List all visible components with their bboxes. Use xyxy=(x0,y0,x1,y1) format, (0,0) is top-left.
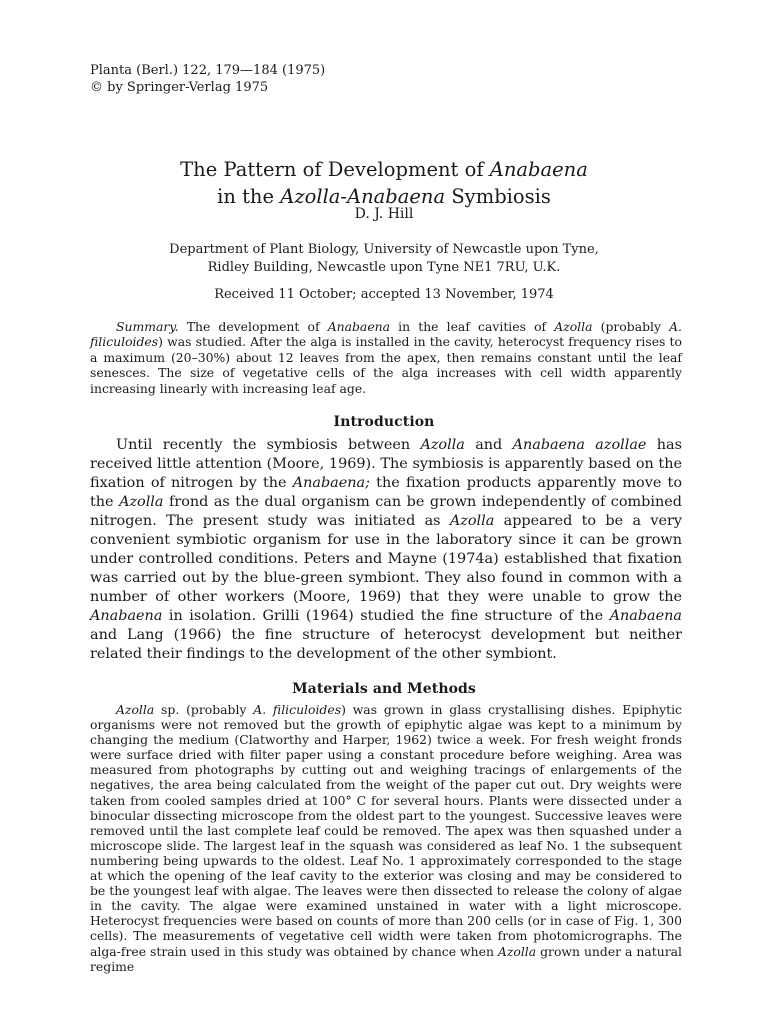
summary-paragraph xyxy=(90,319,682,396)
text-run: has received little attention (Moore, 1969). The symbiosis is apparently based on the fixation of nitrogen by the xyxy=(90,437,682,491)
italic-text-run: Anabaena azollae xyxy=(512,437,647,453)
text-run: ) was studied. After the alga is installed in the cavity, heterocyst frequency rises to a maximum (20–30%) about 12 leaves from the apex, then remains constant until the leaf senesces. The size of vegetative cells of the alga increases with cell width apparently increasing linearly with increasing leaf age. xyxy=(90,334,682,396)
italic-text-run: Anabaena; xyxy=(292,475,370,491)
introduction-paragraph xyxy=(90,436,682,664)
journal-citation: Planta (Berl.) 122, 179—184 (1975) xyxy=(90,63,326,78)
italic-text-run: Azolla xyxy=(119,494,164,510)
affiliation-line-1: Department of Plant Biology, University of Newcastle upon Tyne, xyxy=(169,242,599,257)
text-run: grown under a natural regime xyxy=(90,943,682,974)
text-run: and Lang (1966) the fine structure of heterocyst development but neither related their findings to the development of the other symbiont. xyxy=(90,627,682,662)
text-run: frond as the dual organism can be grown independently of combined nitrogen. The present study was initiated as xyxy=(90,494,682,529)
text-run: Until recently the symbiosis between xyxy=(116,437,421,453)
text-run: the fixation products apparently move to the xyxy=(90,475,682,510)
text-run: in the leaf cavities of xyxy=(390,319,555,334)
italic-text-run: Anabaena xyxy=(327,319,391,334)
journal-header xyxy=(90,62,325,96)
text-run: Symbiosis xyxy=(445,185,551,208)
text-run: (probably xyxy=(592,319,670,334)
title-line-1 xyxy=(0,156,768,183)
text-run: in isolation. Grilli (1964) studied the fine structure of the xyxy=(162,608,610,624)
methods-paragraph xyxy=(90,702,682,974)
italic-text-run: A. filiculoides xyxy=(90,319,682,350)
introduction-heading: Introduction xyxy=(333,414,435,430)
text-run: and xyxy=(464,437,513,453)
italic-text-run: Azolla xyxy=(497,943,537,959)
received-dates: Received 11 October; accepted 13 November, 1974 xyxy=(214,287,554,302)
italic-text-run: Azolla xyxy=(116,702,155,717)
italic-text-run: Anabaena xyxy=(489,158,588,181)
italic-text-run: Azolla-Anabaena xyxy=(280,185,446,208)
italic-text-run: Anabaena xyxy=(90,608,163,624)
text-run: sp. (probably xyxy=(154,702,254,717)
text-run: appeared to be a very convenient symbiotic organism for use in the laboratory since it can be grown under controlled conditions. Peters and Mayne (1974a) established that fixation was carried out by the blue-green symbiont. They also found in common with a number of other workers (Moore, 1969) that they were unable to grow the xyxy=(90,513,682,605)
author-affiliation xyxy=(0,241,768,277)
text-run: The development of xyxy=(178,319,328,334)
italic-text-run: Azolla xyxy=(420,437,465,453)
copyright-line: © by Springer-Verlag 1975 xyxy=(90,80,269,95)
italic-text-run: Anabaena xyxy=(609,608,682,624)
text-run: in the xyxy=(217,185,281,208)
italic-text-run: Azolla xyxy=(449,513,495,529)
italic-text-run: A. filiculoides xyxy=(253,702,342,717)
text-run: ) was grown in glass crystallising dishes. Epiphytic organisms were not removed but the growth of epiphytic algae was kept to a minimum by changing the medium (Clatworthy and Harper, 1962) twice a week. For fresh weight fronds were surface dried with filter paper using a constant procedure before weighing. Area was measured from photographs by cutting out and weighing tracings of enlargements of the negatives, the area being calculated from the weight of the paper cut out. Dry weights were taken from cooled samples dried at 100° C for several hours. Plants were dissected under a binocular dissecting microscope from the oldest part to the youngest. Successive leaves were removed until the last complete leaf could be removed. The apex was then squashed under a microscope slide. The largest leaf in the squash was considered as leaf No. 1 the subsequent numbering being upwards to the oldest. Leaf No. 1 approximately corresponded to the stage at which the opening of the leaf cavity to the exterior was closing and may be considered to be the youngest leaf with algae. The leaves were then dissected to release the colony of algae in the cavity. The algae were examined unstained in water with a light microscope. Heterocyst frequencies were based on counts of more than 200 cells (or in case of Fig. 1, 300 cells). The measurements of vegetative cell width were taken from photomicrographs. The alga-free strain used in this study was obtained by chance when xyxy=(90,702,682,959)
methods-heading: Materials and Methods xyxy=(292,681,476,697)
italic-text-run: Azolla xyxy=(554,319,593,334)
affiliation-line-2: Ridley Building, Newcastle upon Tyne NE1 7RU, U.K. xyxy=(207,260,561,275)
author-name: D. J. Hill xyxy=(354,206,414,222)
italic-text-run: Summary. xyxy=(116,319,179,334)
article-title xyxy=(0,156,768,210)
text-run: The Pattern of Development of xyxy=(180,158,490,181)
